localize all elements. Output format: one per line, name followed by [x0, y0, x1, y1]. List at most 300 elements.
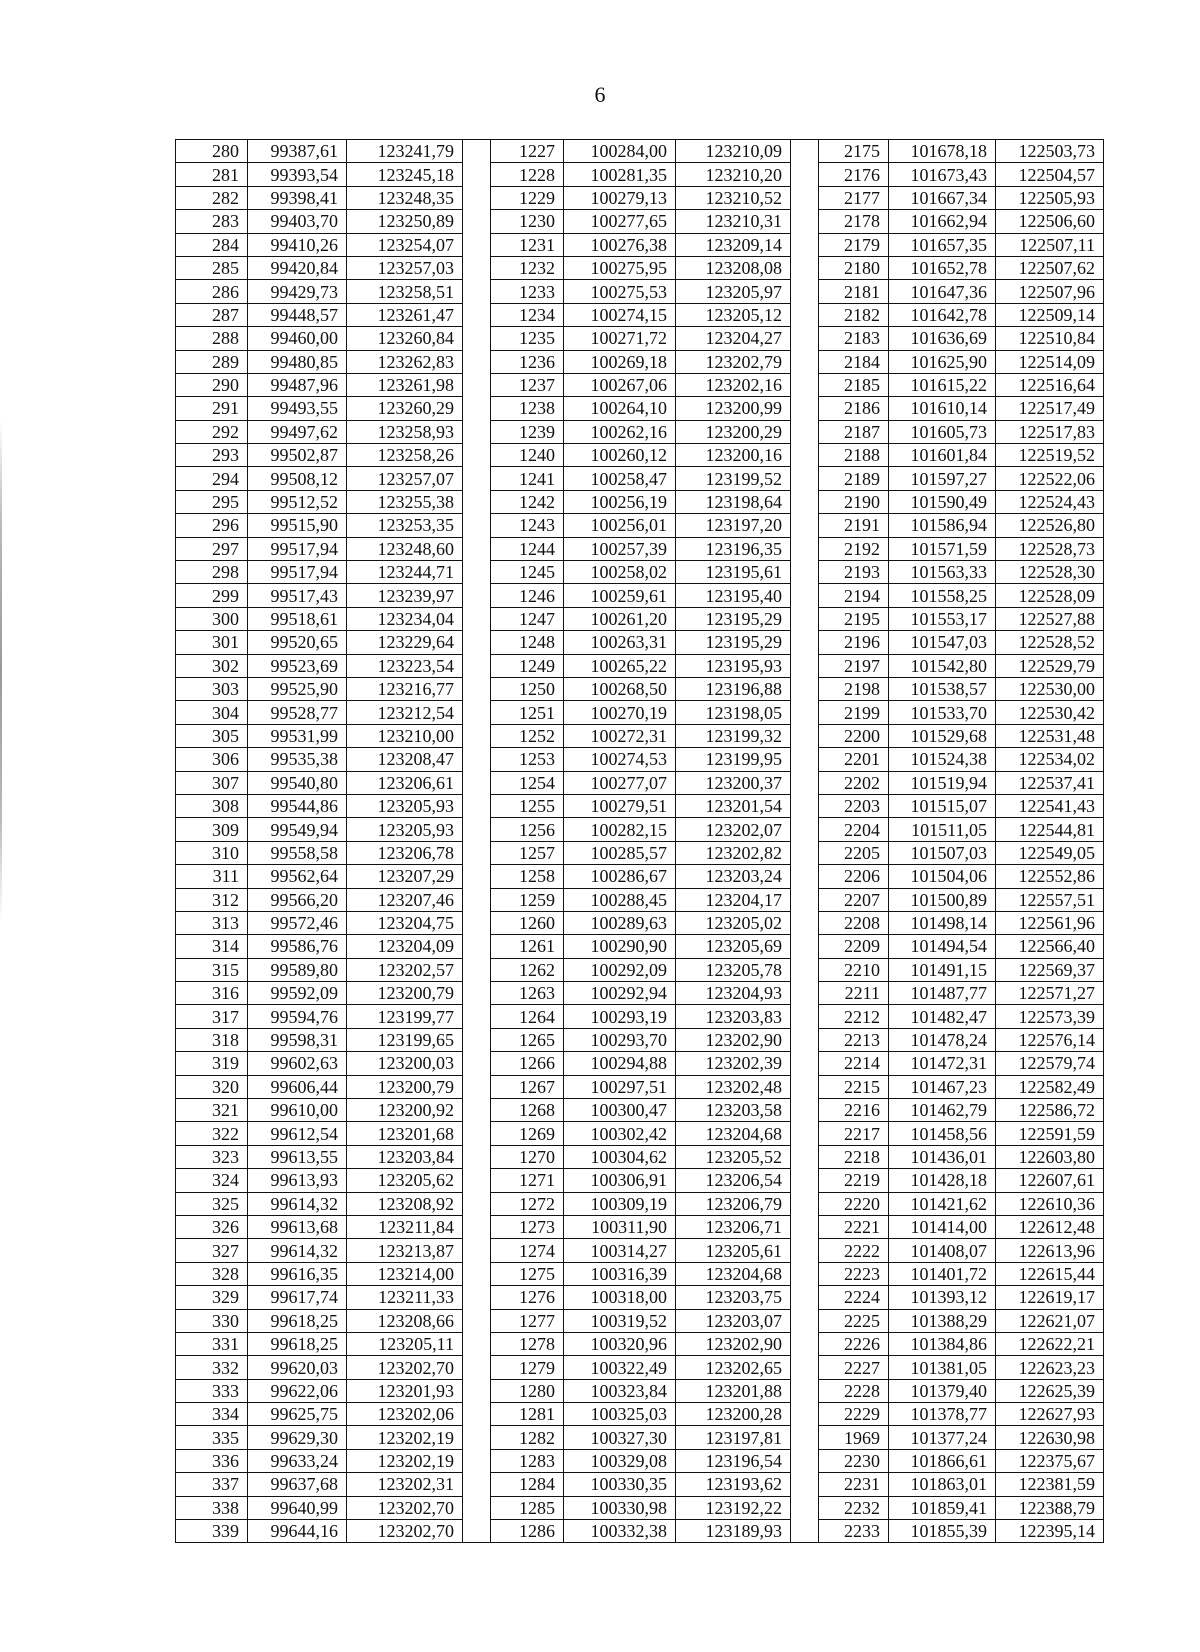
group-2-x-coordinate-cell: 100281,35 [564, 163, 676, 186]
column-gap [463, 888, 491, 911]
group-1-point-number-cell: 316 [176, 982, 248, 1005]
group-3-y-coordinate-cell: 122395,14 [996, 1520, 1104, 1543]
column-gap [463, 140, 491, 163]
column-gap [463, 1332, 491, 1355]
group-2-point-number-cell: 1286 [491, 1520, 564, 1543]
group-2-y-coordinate-cell: 123203,24 [676, 865, 791, 888]
group-3-point-number-cell: 2199 [819, 701, 889, 724]
table-row [176, 982, 1104, 1005]
column-gap [463, 327, 491, 350]
group-1-x-coordinate-cell: 99403,70 [248, 210, 347, 233]
group-3-point-number-cell: 2215 [819, 1075, 889, 1098]
group-3-y-coordinate-cell: 122603,80 [996, 1145, 1104, 1168]
group-2-y-coordinate-cell: 123204,68 [676, 1122, 791, 1145]
group-2-x-coordinate-cell: 100270,19 [564, 701, 676, 724]
group-3-x-coordinate-cell: 101636,69 [889, 327, 996, 350]
table-row [176, 444, 1104, 467]
group-3-point-number-cell: 2179 [819, 233, 889, 256]
table-row [176, 1332, 1104, 1355]
group-2-y-coordinate-cell: 123199,32 [676, 724, 791, 747]
table-row [176, 1052, 1104, 1075]
table-row [176, 1520, 1104, 1543]
group-1-y-coordinate-cell: 123207,46 [347, 888, 463, 911]
group-3-point-number-cell: 2221 [819, 1215, 889, 1238]
column-gap [791, 607, 819, 630]
column-gap [791, 982, 819, 1005]
group-2-x-coordinate-cell: 100279,13 [564, 186, 676, 209]
group-2-point-number-cell: 1279 [491, 1356, 564, 1379]
column-gap [463, 701, 491, 724]
column-gap [791, 911, 819, 934]
scan-edge-mark [0, 420, 2, 920]
group-2-x-coordinate-cell: 100279,51 [564, 794, 676, 817]
group-3-y-coordinate-cell: 122612,48 [996, 1215, 1104, 1238]
group-2-x-coordinate-cell: 100293,19 [564, 1005, 676, 1028]
group-3-y-coordinate-cell: 122524,43 [996, 490, 1104, 513]
column-gap [463, 1215, 491, 1238]
group-1-x-coordinate-cell: 99387,61 [248, 140, 347, 163]
group-3-x-coordinate-cell: 101467,23 [889, 1075, 996, 1098]
group-1-x-coordinate-cell: 99644,16 [248, 1520, 347, 1543]
group-1-x-coordinate-cell: 99520,65 [248, 631, 347, 654]
group-1-y-coordinate-cell: 123199,77 [347, 1005, 463, 1028]
group-1-y-coordinate-cell: 123203,84 [347, 1145, 463, 1168]
group-2-x-coordinate-cell: 100322,49 [564, 1356, 676, 1379]
group-1-point-number-cell: 298 [176, 561, 248, 584]
group-1-x-coordinate-cell: 99586,76 [248, 935, 347, 958]
group-1-y-coordinate-cell: 123258,26 [347, 444, 463, 467]
column-gap [463, 607, 491, 630]
group-3-y-coordinate-cell: 122571,27 [996, 982, 1104, 1005]
group-3-x-coordinate-cell: 101519,94 [889, 771, 996, 794]
column-gap [791, 771, 819, 794]
group-2-point-number-cell: 1266 [491, 1052, 564, 1075]
column-gap [463, 771, 491, 794]
column-gap [791, 677, 819, 700]
group-2-x-coordinate-cell: 100268,50 [564, 677, 676, 700]
column-gap [791, 631, 819, 654]
group-1-point-number-cell: 292 [176, 420, 248, 443]
group-3-point-number-cell: 2223 [819, 1262, 889, 1285]
group-2-x-coordinate-cell: 100292,09 [564, 958, 676, 981]
column-gap [791, 1099, 819, 1122]
table-row [176, 841, 1104, 864]
group-2-point-number-cell: 1232 [491, 256, 564, 279]
column-gap [463, 1403, 491, 1426]
column-gap [791, 1496, 819, 1519]
group-1-y-coordinate-cell: 123204,75 [347, 911, 463, 934]
group-1-y-coordinate-cell: 123206,61 [347, 771, 463, 794]
column-gap [463, 1426, 491, 1449]
group-2-x-coordinate-cell: 100282,15 [564, 818, 676, 841]
group-3-y-coordinate-cell: 122528,52 [996, 631, 1104, 654]
group-2-y-coordinate-cell: 123204,68 [676, 1262, 791, 1285]
group-1-y-coordinate-cell: 123248,60 [347, 537, 463, 560]
group-2-y-coordinate-cell: 123205,12 [676, 303, 791, 326]
group-3-point-number-cell: 2200 [819, 724, 889, 747]
group-3-x-coordinate-cell: 101504,06 [889, 865, 996, 888]
group-1-x-coordinate-cell: 99517,94 [248, 561, 347, 584]
group-2-y-coordinate-cell: 123195,93 [676, 654, 791, 677]
group-1-point-number-cell: 317 [176, 1005, 248, 1028]
group-1-point-number-cell: 333 [176, 1379, 248, 1402]
group-1-point-number-cell: 332 [176, 1356, 248, 1379]
group-1-x-coordinate-cell: 99617,74 [248, 1286, 347, 1309]
group-2-y-coordinate-cell: 123205,78 [676, 958, 791, 981]
group-3-point-number-cell: 2226 [819, 1332, 889, 1355]
group-2-y-coordinate-cell: 123210,09 [676, 140, 791, 163]
group-1-y-coordinate-cell: 123211,84 [347, 1215, 463, 1238]
group-1-point-number-cell: 304 [176, 701, 248, 724]
group-3-y-coordinate-cell: 122582,49 [996, 1075, 1104, 1098]
group-2-x-coordinate-cell: 100292,94 [564, 982, 676, 1005]
group-1-y-coordinate-cell: 123255,38 [347, 490, 463, 513]
column-gap [463, 1028, 491, 1051]
column-gap [791, 186, 819, 209]
table-row [176, 514, 1104, 537]
group-2-x-coordinate-cell: 100330,98 [564, 1496, 676, 1519]
group-3-point-number-cell: 2208 [819, 911, 889, 934]
group-1-point-number-cell: 328 [176, 1262, 248, 1285]
group-3-x-coordinate-cell: 101384,86 [889, 1332, 996, 1355]
group-3-y-coordinate-cell: 122566,40 [996, 935, 1104, 958]
group-1-x-coordinate-cell: 99393,54 [248, 163, 347, 186]
group-3-x-coordinate-cell: 101487,77 [889, 982, 996, 1005]
group-2-x-coordinate-cell: 100290,90 [564, 935, 676, 958]
group-3-y-coordinate-cell: 122579,74 [996, 1052, 1104, 1075]
group-1-point-number-cell: 318 [176, 1028, 248, 1051]
group-2-point-number-cell: 1248 [491, 631, 564, 654]
table-row [176, 303, 1104, 326]
group-1-point-number-cell: 291 [176, 397, 248, 420]
group-1-point-number-cell: 319 [176, 1052, 248, 1075]
group-3-y-coordinate-cell: 122576,14 [996, 1028, 1104, 1051]
group-1-y-coordinate-cell: 123239,97 [347, 584, 463, 607]
group-1-x-coordinate-cell: 99614,32 [248, 1239, 347, 1262]
group-1-x-coordinate-cell: 99460,00 [248, 327, 347, 350]
group-1-x-coordinate-cell: 99540,80 [248, 771, 347, 794]
group-1-x-coordinate-cell: 99612,54 [248, 1122, 347, 1145]
group-3-x-coordinate-cell: 101491,15 [889, 958, 996, 981]
group-3-point-number-cell: 2195 [819, 607, 889, 630]
column-gap [463, 1005, 491, 1028]
column-gap [791, 841, 819, 864]
group-2-y-coordinate-cell: 123203,07 [676, 1309, 791, 1332]
group-3-y-coordinate-cell: 122517,83 [996, 420, 1104, 443]
table-row [176, 818, 1104, 841]
group-1-point-number-cell: 293 [176, 444, 248, 467]
table-row [176, 1403, 1104, 1426]
group-3-x-coordinate-cell: 101524,38 [889, 748, 996, 771]
group-2-x-coordinate-cell: 100261,20 [564, 607, 676, 630]
group-3-x-coordinate-cell: 101673,43 [889, 163, 996, 186]
group-1-y-coordinate-cell: 123234,04 [347, 607, 463, 630]
group-3-x-coordinate-cell: 101855,39 [889, 1520, 996, 1543]
table-row [176, 935, 1104, 958]
group-2-x-coordinate-cell: 100274,15 [564, 303, 676, 326]
table-row [176, 537, 1104, 560]
group-2-point-number-cell: 1229 [491, 186, 564, 209]
group-2-point-number-cell: 1236 [491, 350, 564, 373]
group-1-x-coordinate-cell: 99614,32 [248, 1192, 347, 1215]
group-3-y-coordinate-cell: 122528,09 [996, 584, 1104, 607]
table-row [176, 1473, 1104, 1496]
group-3-x-coordinate-cell: 101538,57 [889, 677, 996, 700]
group-2-x-coordinate-cell: 100272,31 [564, 724, 676, 747]
table-row [176, 1122, 1104, 1145]
group-2-y-coordinate-cell: 123193,62 [676, 1473, 791, 1496]
table-row [176, 350, 1104, 373]
group-2-x-coordinate-cell: 100329,08 [564, 1449, 676, 1472]
group-2-x-coordinate-cell: 100293,70 [564, 1028, 676, 1051]
column-gap [791, 373, 819, 396]
column-gap [463, 444, 491, 467]
group-2-y-coordinate-cell: 123192,22 [676, 1496, 791, 1519]
group-2-y-coordinate-cell: 123200,28 [676, 1403, 791, 1426]
group-1-y-coordinate-cell: 123208,66 [347, 1309, 463, 1332]
group-3-point-number-cell: 2212 [819, 1005, 889, 1028]
group-3-x-coordinate-cell: 101866,61 [889, 1449, 996, 1472]
table-row [176, 1169, 1104, 1192]
group-2-x-coordinate-cell: 100271,72 [564, 327, 676, 350]
group-2-point-number-cell: 1275 [491, 1262, 564, 1285]
group-1-y-coordinate-cell: 123250,89 [347, 210, 463, 233]
group-2-y-coordinate-cell: 123203,83 [676, 1005, 791, 1028]
group-1-point-number-cell: 299 [176, 584, 248, 607]
group-2-y-coordinate-cell: 123208,08 [676, 256, 791, 279]
group-2-y-coordinate-cell: 123200,37 [676, 771, 791, 794]
group-1-x-coordinate-cell: 99515,90 [248, 514, 347, 537]
group-2-y-coordinate-cell: 123201,88 [676, 1379, 791, 1402]
group-2-x-coordinate-cell: 100256,01 [564, 514, 676, 537]
group-2-y-coordinate-cell: 123204,17 [676, 888, 791, 911]
group-3-point-number-cell: 2232 [819, 1496, 889, 1519]
column-gap [463, 958, 491, 981]
group-3-point-number-cell: 2184 [819, 350, 889, 373]
group-3-x-coordinate-cell: 101642,78 [889, 303, 996, 326]
group-2-x-coordinate-cell: 100277,07 [564, 771, 676, 794]
group-2-point-number-cell: 1285 [491, 1496, 564, 1519]
column-gap [463, 420, 491, 443]
group-1-x-coordinate-cell: 99549,94 [248, 818, 347, 841]
table-row [176, 771, 1104, 794]
group-1-x-coordinate-cell: 99572,46 [248, 911, 347, 934]
group-3-y-coordinate-cell: 122621,07 [996, 1309, 1104, 1332]
group-2-y-coordinate-cell: 123202,39 [676, 1052, 791, 1075]
table-row [176, 794, 1104, 817]
column-gap [791, 1192, 819, 1215]
group-2-point-number-cell: 1280 [491, 1379, 564, 1402]
group-2-x-coordinate-cell: 100332,38 [564, 1520, 676, 1543]
group-3-point-number-cell: 2214 [819, 1052, 889, 1075]
group-1-y-coordinate-cell: 123214,00 [347, 1262, 463, 1285]
group-1-y-coordinate-cell: 123202,06 [347, 1403, 463, 1426]
group-2-y-coordinate-cell: 123195,40 [676, 584, 791, 607]
group-1-x-coordinate-cell: 99410,26 [248, 233, 347, 256]
table-row [176, 1496, 1104, 1519]
group-2-x-coordinate-cell: 100256,19 [564, 490, 676, 513]
group-1-point-number-cell: 310 [176, 841, 248, 864]
group-2-x-coordinate-cell: 100263,31 [564, 631, 676, 654]
group-2-x-coordinate-cell: 100297,51 [564, 1075, 676, 1098]
group-2-x-coordinate-cell: 100267,06 [564, 373, 676, 396]
group-3-x-coordinate-cell: 101563,33 [889, 561, 996, 584]
group-1-point-number-cell: 320 [176, 1075, 248, 1098]
group-2-x-coordinate-cell: 100316,39 [564, 1262, 676, 1285]
group-2-point-number-cell: 1247 [491, 607, 564, 630]
group-1-point-number-cell: 281 [176, 163, 248, 186]
group-1-y-coordinate-cell: 123260,84 [347, 327, 463, 350]
group-3-point-number-cell: 2178 [819, 210, 889, 233]
column-gap [463, 1520, 491, 1543]
group-1-point-number-cell: 307 [176, 771, 248, 794]
group-2-y-coordinate-cell: 123200,99 [676, 397, 791, 420]
group-3-x-coordinate-cell: 101586,94 [889, 514, 996, 537]
group-2-point-number-cell: 1273 [491, 1215, 564, 1238]
group-3-x-coordinate-cell: 101597,27 [889, 467, 996, 490]
group-3-point-number-cell: 1969 [819, 1426, 889, 1449]
group-3-y-coordinate-cell: 122619,17 [996, 1286, 1104, 1309]
group-1-x-coordinate-cell: 99566,20 [248, 888, 347, 911]
group-1-x-coordinate-cell: 99523,69 [248, 654, 347, 677]
group-3-y-coordinate-cell: 122630,98 [996, 1426, 1104, 1449]
group-1-y-coordinate-cell: 123257,03 [347, 256, 463, 279]
group-1-point-number-cell: 335 [176, 1426, 248, 1449]
column-gap [791, 654, 819, 677]
group-2-point-number-cell: 1242 [491, 490, 564, 513]
group-1-y-coordinate-cell: 123200,03 [347, 1052, 463, 1075]
column-gap [791, 1122, 819, 1145]
table-row [176, 607, 1104, 630]
group-2-x-coordinate-cell: 100258,47 [564, 467, 676, 490]
group-1-x-coordinate-cell: 99637,68 [248, 1473, 347, 1496]
group-2-point-number-cell: 1230 [491, 210, 564, 233]
column-gap [463, 163, 491, 186]
column-gap [791, 818, 819, 841]
column-gap [463, 1356, 491, 1379]
group-3-x-coordinate-cell: 101428,18 [889, 1169, 996, 1192]
group-2-x-coordinate-cell: 100314,27 [564, 1239, 676, 1262]
group-3-point-number-cell: 2216 [819, 1099, 889, 1122]
group-2-point-number-cell: 1267 [491, 1075, 564, 1098]
group-1-x-coordinate-cell: 99487,96 [248, 373, 347, 396]
group-2-x-coordinate-cell: 100275,95 [564, 256, 676, 279]
column-gap [791, 794, 819, 817]
column-gap [791, 140, 819, 163]
group-2-point-number-cell: 1260 [491, 911, 564, 934]
group-3-y-coordinate-cell: 122516,64 [996, 373, 1104, 396]
group-3-x-coordinate-cell: 101652,78 [889, 256, 996, 279]
column-gap [791, 1449, 819, 1472]
column-gap [791, 1332, 819, 1355]
column-gap [463, 350, 491, 373]
group-1-y-coordinate-cell: 123258,51 [347, 280, 463, 303]
group-3-point-number-cell: 2182 [819, 303, 889, 326]
group-3-point-number-cell: 2207 [819, 888, 889, 911]
column-gap [463, 1145, 491, 1168]
table-row [176, 1426, 1104, 1449]
group-3-y-coordinate-cell: 122622,21 [996, 1332, 1104, 1355]
group-3-y-coordinate-cell: 122509,14 [996, 303, 1104, 326]
group-1-y-coordinate-cell: 123248,35 [347, 186, 463, 209]
group-1-y-coordinate-cell: 123258,93 [347, 420, 463, 443]
group-2-x-coordinate-cell: 100286,67 [564, 865, 676, 888]
group-3-x-coordinate-cell: 101678,18 [889, 140, 996, 163]
group-1-point-number-cell: 301 [176, 631, 248, 654]
group-1-y-coordinate-cell: 123241,79 [347, 140, 463, 163]
group-3-point-number-cell: 2202 [819, 771, 889, 794]
column-gap [791, 163, 819, 186]
column-gap [791, 350, 819, 373]
column-gap [463, 982, 491, 1005]
column-gap [791, 1028, 819, 1051]
group-3-x-coordinate-cell: 101388,29 [889, 1309, 996, 1332]
group-3-y-coordinate-cell: 122507,96 [996, 280, 1104, 303]
group-2-x-coordinate-cell: 100306,91 [564, 1169, 676, 1192]
group-2-y-coordinate-cell: 123198,64 [676, 490, 791, 513]
group-1-point-number-cell: 336 [176, 1449, 248, 1472]
group-2-y-coordinate-cell: 123202,48 [676, 1075, 791, 1098]
group-2-x-coordinate-cell: 100311,90 [564, 1215, 676, 1238]
group-2-x-coordinate-cell: 100318,00 [564, 1286, 676, 1309]
group-3-point-number-cell: 2187 [819, 420, 889, 443]
page-number: 6 [594, 82, 606, 107]
group-3-x-coordinate-cell: 101571,59 [889, 537, 996, 560]
group-1-y-coordinate-cell: 123213,87 [347, 1239, 463, 1262]
group-3-x-coordinate-cell: 101377,24 [889, 1426, 996, 1449]
group-2-point-number-cell: 1245 [491, 561, 564, 584]
column-gap [791, 1286, 819, 1309]
group-3-y-coordinate-cell: 122610,36 [996, 1192, 1104, 1215]
group-3-x-coordinate-cell: 101667,34 [889, 186, 996, 209]
group-3-x-coordinate-cell: 101507,03 [889, 841, 996, 864]
column-gap [463, 256, 491, 279]
group-3-x-coordinate-cell: 101533,70 [889, 701, 996, 724]
group-2-y-coordinate-cell: 123206,71 [676, 1215, 791, 1238]
group-1-y-coordinate-cell: 123260,29 [347, 397, 463, 420]
group-2-point-number-cell: 1241 [491, 467, 564, 490]
group-1-x-coordinate-cell: 99429,73 [248, 280, 347, 303]
group-1-point-number-cell: 308 [176, 794, 248, 817]
group-3-point-number-cell: 2192 [819, 537, 889, 560]
group-2-x-coordinate-cell: 100294,88 [564, 1052, 676, 1075]
group-1-point-number-cell: 315 [176, 958, 248, 981]
group-3-point-number-cell: 2228 [819, 1379, 889, 1402]
column-gap [463, 631, 491, 654]
group-2-point-number-cell: 1265 [491, 1028, 564, 1051]
group-1-point-number-cell: 325 [176, 1192, 248, 1215]
group-2-x-coordinate-cell: 100262,16 [564, 420, 676, 443]
table-row [176, 1262, 1104, 1285]
column-gap [463, 561, 491, 584]
group-2-y-coordinate-cell: 123205,02 [676, 911, 791, 934]
group-1-x-coordinate-cell: 99525,90 [248, 677, 347, 700]
group-3-y-coordinate-cell: 122530,00 [996, 677, 1104, 700]
group-3-y-coordinate-cell: 122625,39 [996, 1379, 1104, 1402]
group-1-x-coordinate-cell: 99420,84 [248, 256, 347, 279]
group-3-point-number-cell: 2175 [819, 140, 889, 163]
group-1-x-coordinate-cell: 99517,43 [248, 584, 347, 607]
group-1-y-coordinate-cell: 123216,77 [347, 677, 463, 700]
group-3-point-number-cell: 2201 [819, 748, 889, 771]
group-1-x-coordinate-cell: 99618,25 [248, 1309, 347, 1332]
group-1-x-coordinate-cell: 99508,12 [248, 467, 347, 490]
group-1-x-coordinate-cell: 99613,93 [248, 1169, 347, 1192]
column-gap [791, 958, 819, 981]
group-3-point-number-cell: 2197 [819, 654, 889, 677]
group-2-point-number-cell: 1282 [491, 1426, 564, 1449]
column-gap [463, 373, 491, 396]
